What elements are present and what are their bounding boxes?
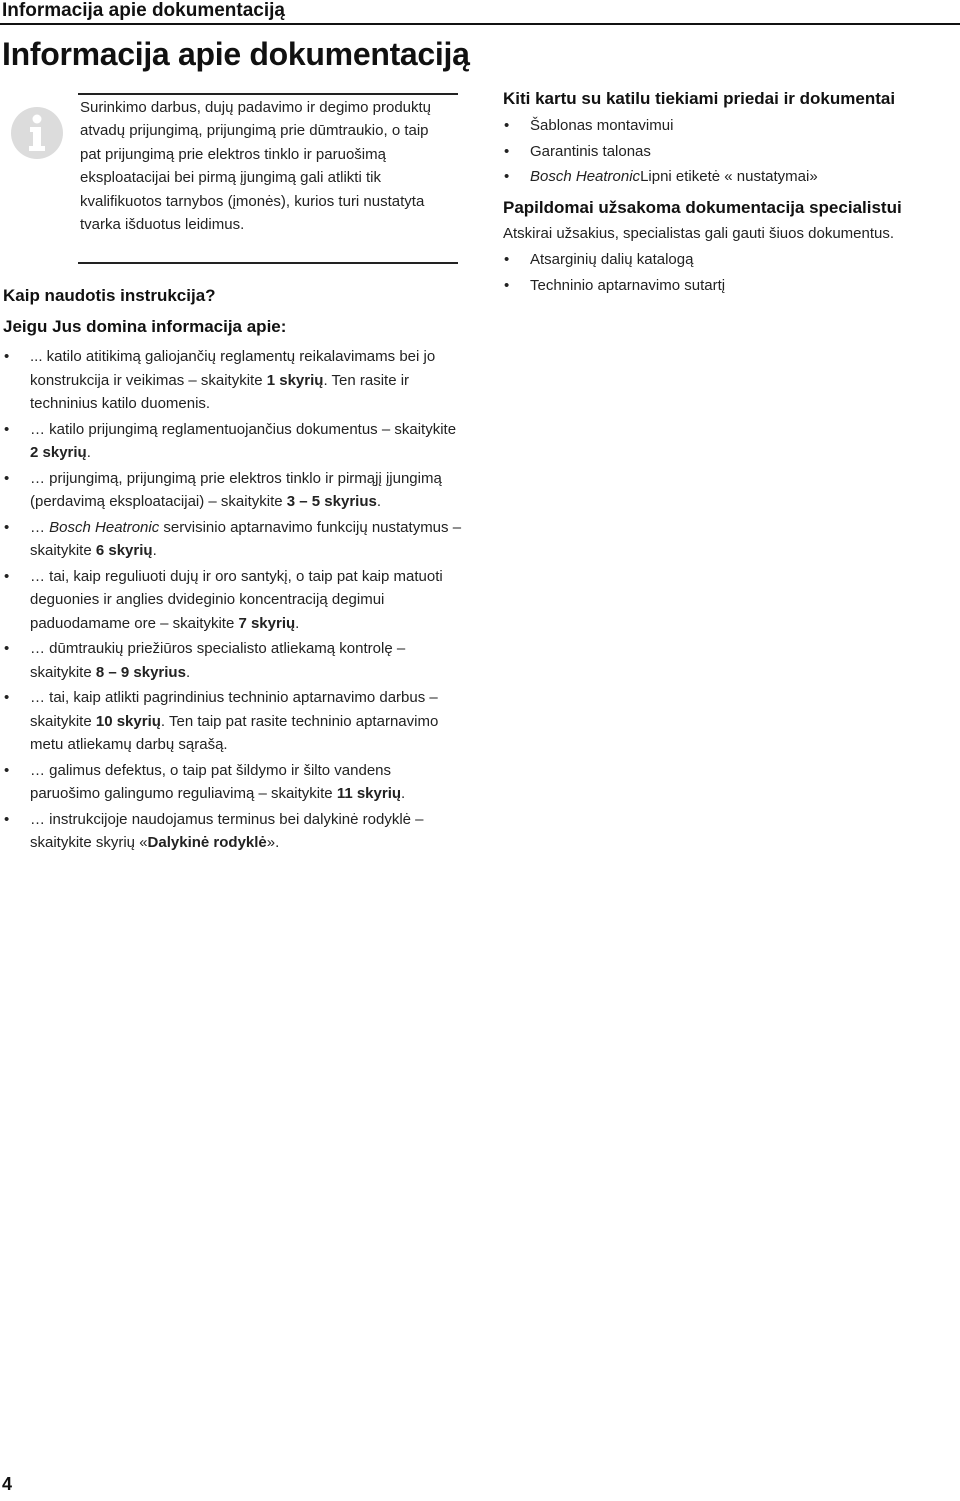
item-text: Garantinis talonas — [530, 142, 651, 160]
item-text: . — [295, 614, 300, 632]
how-to-list — [3, 345, 463, 855]
list-item — [3, 686, 463, 757]
right-column — [503, 88, 958, 299]
list-item — [3, 467, 463, 514]
item-text: . — [376, 493, 382, 510]
item-text: … katilo prijungimą reglamentuojančius dokumentus – skaitykite — [30, 420, 457, 438]
item-text: … galimus defektus, o taip pat šildymo ir šilto vandens paruošimo galingumo reguliavimą – skaitykite — [30, 761, 392, 802]
item-text: ». — [266, 834, 280, 851]
item-text: Techninio aptarnavimo sutartį — [530, 276, 726, 294]
installation-note: Surinkimo darbus, dujų padavimo ir degimo produktų atvadų prijungimą, prijungimą prie dūmtraukio, o taip pat prijungimą prie elektros tinklo ir paruošimą eksploatacijai bei pirmą įjungimą gali atlikti tik kvalifikuotos tarnybos (įmonės), kurios turi nustatyta tvarka išduotus leidimus. — [80, 99, 432, 234]
how-to-subheading: Jeigu Jus domina informacija apie: — [3, 317, 287, 336]
page-number: 4 — [2, 1474, 13, 1494]
item-text: … tai, kaip reguliuoti dujų ir oro santykį, o taip pat kaip matuoti deguonies ir anglies dvideginio koncentraciją degimui paduodamame ore – skaitykite — [30, 567, 443, 632]
bold-reference: 11 skyrių — [336, 785, 402, 802]
item-text: ... katilo atitikimą galiojančių reglamentų reikalavimams bei jo konstrukcija ir veikimas – skaitykite — [30, 348, 436, 389]
bold-reference: 1 skyrių — [266, 371, 324, 389]
item-text: . — [152, 542, 157, 559]
bold-reference: 6 skyrių — [95, 542, 153, 559]
item-text: … instrukcijoje naudojamus terminus bei dalykinė rodyklė – skaitykite skyrių « — [30, 810, 424, 851]
item-text: . — [86, 444, 91, 461]
bold-reference: 10 skyrių — [95, 712, 161, 730]
list-item — [3, 808, 463, 855]
bold-reference: 7 skyrių — [238, 614, 296, 632]
supplied-heading: Kiti kartu su katilu tiekiami priedai ir dokumentai — [503, 89, 896, 108]
note-bottom-rule — [78, 262, 458, 264]
item-text: . Ten rasite ir techninius katilo duomenis. — [30, 371, 410, 412]
item-text: Šablonas montavimui — [530, 117, 674, 134]
list-item — [503, 165, 958, 189]
list-item — [3, 759, 463, 806]
bold-reference: 8 – 9 skyrius — [95, 663, 186, 681]
item-text: … tai, kaip atlikti pagrindinius techninio aptarnavimo darbus – skaitykite — [30, 689, 438, 730]
item-text: … prijungimą, prijungimą prie elektros tinklo ir pirmąjį įjungimą (perdavimą eksploatacijai) – skaitykite — [30, 469, 442, 510]
item-text: . Ten taip pat rasite techninio aptarnavimo metu atliekamų darbų sąrašą. — [30, 712, 439, 753]
list-item — [3, 565, 463, 636]
list-item — [3, 516, 463, 563]
bold-reference: Dalykinė rodyklė — [147, 834, 267, 851]
page-title: Informacija apie dokumentaciją — [2, 36, 470, 72]
list-item — [3, 637, 463, 684]
specialist-list — [503, 248, 958, 297]
running-header-title: Informacija apie dokumentaciją — [2, 0, 285, 21]
item-text: … — [30, 518, 50, 536]
header-rule — [0, 23, 960, 25]
item-text: Lipni etiketė « — [640, 168, 733, 185]
list-item — [503, 274, 958, 298]
item-text: servisinio aptarnavimo funkcijų nustatymus – skaitykite — [30, 518, 462, 559]
supplied-list — [503, 114, 958, 189]
list-item — [503, 140, 958, 164]
italic-term: Bosch Heatronic — [530, 168, 641, 185]
item-text: . — [185, 663, 191, 681]
item-text: Atsarginių dalių katalogą — [530, 251, 694, 268]
item-text: . — [401, 785, 406, 802]
bold-reference: 3 – 5 skyrius — [286, 493, 377, 510]
list-item — [3, 418, 463, 465]
how-to-heading: Kaip naudotis instrukcija? — [3, 286, 216, 305]
list-item — [503, 114, 958, 138]
bold-reference: 2 skyrių — [30, 444, 87, 461]
note-top-rule — [78, 93, 458, 95]
list-item — [3, 345, 463, 416]
how-to-section — [3, 285, 463, 857]
item-text: … dūmtraukių priežiūros specialisto atliekamą kontrolę – skaitykite — [30, 640, 406, 681]
specialist-heading: Papildomai užsakoma dokumentacija specialistui — [503, 197, 902, 217]
item-text: nustatymai» — [732, 168, 818, 185]
list-item — [503, 248, 958, 272]
specialist-intro: Atskirai užsakius, specialistas gali gauti šiuos dokumentus. — [503, 224, 895, 242]
info-icon — [10, 106, 64, 160]
italic-term: Bosch Heatronic — [49, 518, 160, 536]
